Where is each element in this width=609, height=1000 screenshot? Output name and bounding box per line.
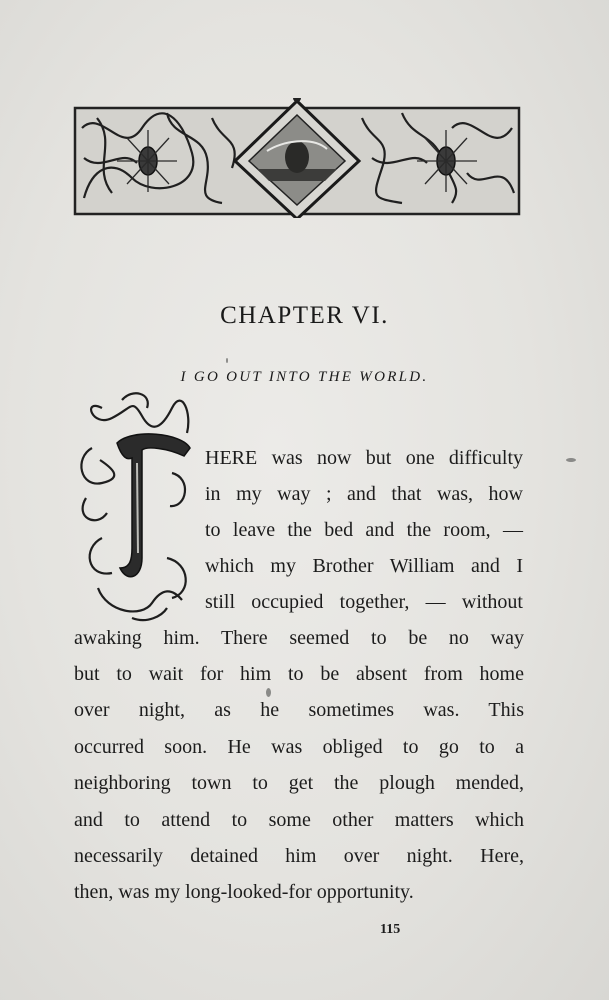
- text-line: neighboring town to get the plough mended,: [74, 772, 524, 794]
- text-line: then, was my long-looked-for opportunity.: [74, 881, 414, 903]
- paper-speck: [266, 688, 271, 697]
- text-line: to leave the bed and the room, —: [205, 519, 523, 541]
- text-line: HERE was now but one difficulty: [205, 447, 523, 469]
- text-line: over night, as he sometimes was. This: [74, 699, 524, 721]
- text-line: but to wait for him to be absent from home: [74, 663, 524, 685]
- chapter-title: CHAPTER VI.: [220, 302, 389, 329]
- text-line: necessarily detained him over night. Here,: [74, 845, 524, 867]
- text-line: occurred soon. He was obliged to go to a: [74, 736, 524, 758]
- chapter-header-ornament: [72, 98, 522, 218]
- page-number: 115: [380, 922, 401, 937]
- text-line: in my way ; and that was, how: [205, 483, 523, 505]
- ornamental-drop-cap: [72, 388, 204, 624]
- text-line: awaking him. There seemed to be no way: [74, 627, 524, 649]
- chapter-subtitle: I GO OUT INTO THE WORLD.: [180, 369, 429, 385]
- paper-speck: [226, 358, 228, 363]
- paper-speck: [566, 458, 576, 462]
- text-line: and to attend to some other matters which: [74, 809, 524, 831]
- text-line: still occupied together, — without: [205, 591, 523, 613]
- text-line: which my Brother William and I: [205, 555, 523, 577]
